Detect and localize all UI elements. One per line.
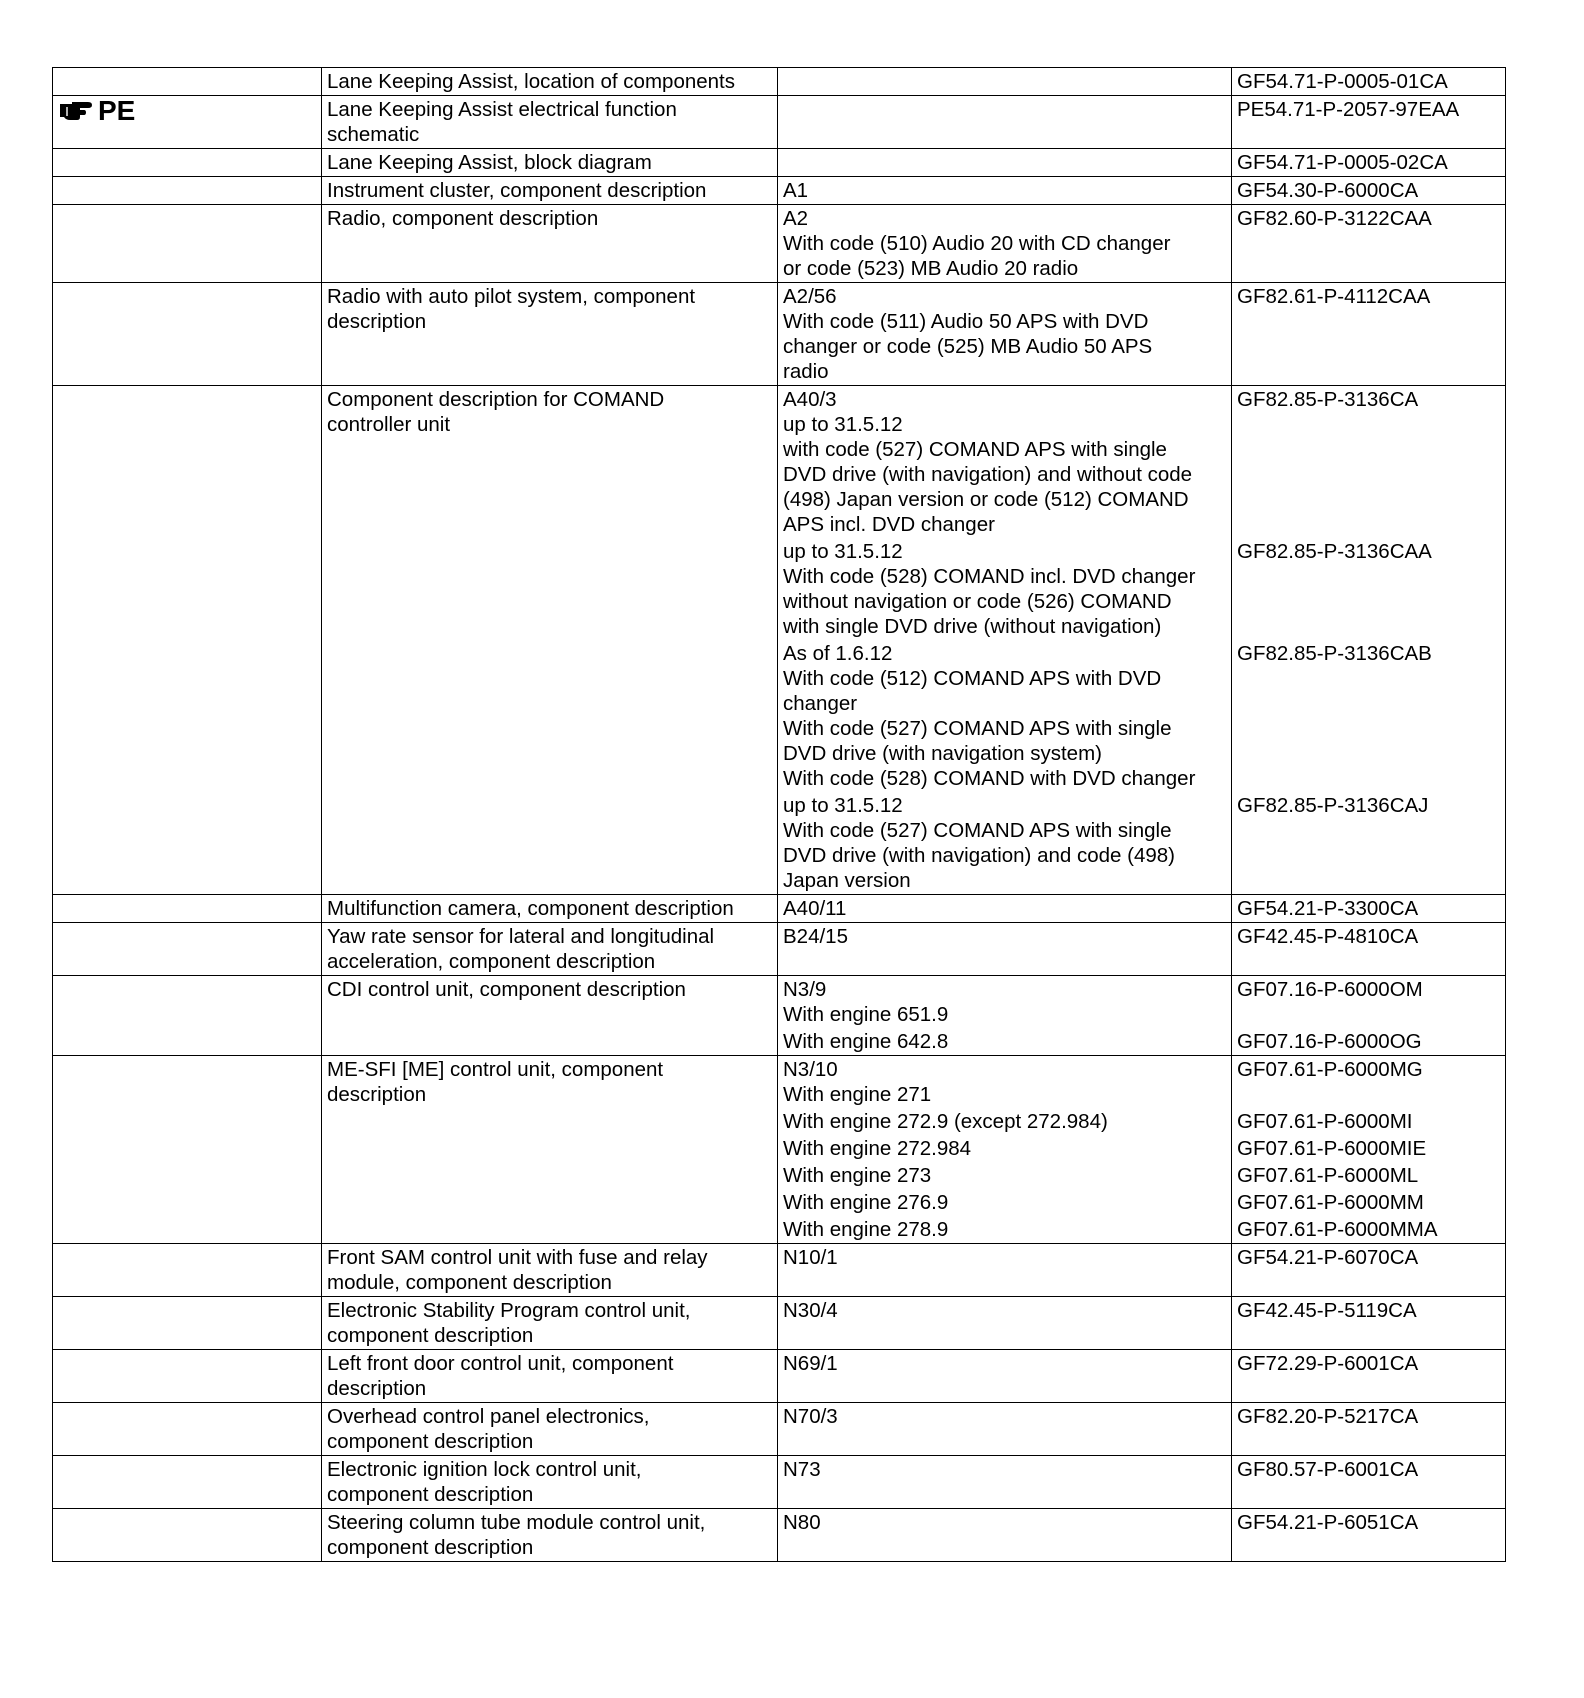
marker-cell (53, 68, 322, 96)
document-reference-link[interactable]: GF80.57-P-6001CA (1232, 1456, 1506, 1509)
document-reference-link[interactable]: GF54.71-P-0005-01CA (1232, 68, 1506, 96)
component-designation: With engine 272.9 (except 272.984) (778, 1108, 1232, 1135)
document-reference-link[interactable]: GF72.29-P-6001CA (1232, 1350, 1506, 1403)
component-designation: With engine 276.9 (778, 1189, 1232, 1216)
component-title: Instrument cluster, component description (322, 177, 778, 205)
component-title: Left front door control unit, component description (322, 1350, 778, 1403)
component-designation: up to 31.5.12 With code (528) COMAND incl. DVD changer without navigation or code (526) COMAND with single DVD drive (without navigation) (778, 538, 1232, 640)
marker-cell (53, 96, 322, 149)
document-reference-link[interactable]: GF07.61-P-6000ML (1232, 1162, 1506, 1189)
component-designation: A40/11 (778, 895, 1232, 923)
component-title: Component description for COMAND controller unit (322, 386, 778, 895)
component-designation: As of 1.6.12 With code (512) COMAND APS with DVD changer With code (527) COMAND APS with single DVD drive (with navigation system) With code (528) COMAND with DVD changer (778, 640, 1232, 792)
marker-cell (53, 1244, 322, 1297)
table-row (53, 283, 1506, 386)
component-designation: N80 (778, 1509, 1232, 1562)
document-reference-link[interactable]: GF07.61-P-6000MIE (1232, 1135, 1506, 1162)
component-designation: With engine 642.8 (778, 1028, 1232, 1056)
component-title: Radio, component description (322, 205, 778, 283)
document-reference-link[interactable]: GF82.61-P-4112CAA (1232, 283, 1506, 386)
document-reference-link[interactable]: GF54.71-P-0005-02CA (1232, 149, 1506, 177)
table-row (53, 923, 1506, 976)
table-row (53, 1297, 1506, 1350)
pe-marker-label: PE (98, 95, 136, 126)
marker-cell (53, 1297, 322, 1350)
component-designation: With engine 278.9 (778, 1216, 1232, 1244)
component-designation: N3/10 With engine 271 (778, 1056, 1232, 1109)
component-title: Electronic Stability Program control unit, component description (322, 1297, 778, 1350)
table-row (53, 1244, 1506, 1297)
component-designation: N69/1 (778, 1350, 1232, 1403)
component-designation (778, 96, 1232, 149)
document-reference-link[interactable]: GF82.20-P-5217CA (1232, 1403, 1506, 1456)
document-reference-link[interactable]: GF07.61-P-6000MMA (1232, 1216, 1506, 1244)
component-designation: N3/9 With engine 651.9 (778, 976, 1232, 1029)
component-designation: N70/3 (778, 1403, 1232, 1456)
component-title: Yaw rate sensor for lateral and longitudinal acceleration, component description (322, 923, 778, 976)
component-title: CDI control unit, component description (322, 976, 778, 1056)
table-row (53, 895, 1506, 923)
marker-cell (53, 205, 322, 283)
table-row (53, 386, 1506, 539)
marker-cell (53, 386, 322, 895)
marker-cell (53, 1456, 322, 1509)
document-reference-link[interactable]: GF82.85-P-3136CAJ (1232, 792, 1506, 895)
component-designation: With engine 272.984 (778, 1135, 1232, 1162)
document-reference-link[interactable]: GF07.16-P-6000OG (1232, 1028, 1506, 1056)
component-designation: N30/4 (778, 1297, 1232, 1350)
document-reference-link[interactable]: GF82.60-P-3122CAA (1232, 205, 1506, 283)
component-title: Steering column tube module control unit, component description (322, 1509, 778, 1562)
document-reference-table-body (53, 68, 1506, 1562)
table-row (53, 96, 1506, 149)
component-designation: B24/15 (778, 923, 1232, 976)
component-designation: A1 (778, 177, 1232, 205)
component-title: Front SAM control unit with fuse and relay module, component description (322, 1244, 778, 1297)
component-title: Multifunction camera, component description (322, 895, 778, 923)
marker-cell (53, 149, 322, 177)
table-row (53, 1056, 1506, 1109)
document-reference-link[interactable]: GF07.61-P-6000MI (1232, 1108, 1506, 1135)
document-reference-link[interactable]: GF82.85-P-3136CAA (1232, 538, 1506, 640)
document-reference-link[interactable]: GF82.85-P-3136CA (1232, 386, 1506, 539)
document-reference-link[interactable]: GF54.30-P-6000CA (1232, 177, 1506, 205)
component-title: Electronic ignition lock control unit, component description (322, 1456, 778, 1509)
component-designation: A40/3 up to 31.5.12 with code (527) COMAND APS with single DVD drive (with navigation) and without code (498) Japan version or code (512) COMAND APS incl. DVD changer (778, 386, 1232, 539)
document-reference-link[interactable]: GF07.16-P-6000OM (1232, 976, 1506, 1029)
marker-cell (53, 1056, 322, 1244)
component-title: Lane Keeping Assist, block diagram (322, 149, 778, 177)
table-row (53, 1403, 1506, 1456)
component-title: Lane Keeping Assist, location of components (322, 68, 778, 96)
document-reference-link[interactable]: GF42.45-P-4810CA (1232, 923, 1506, 976)
marker-cell (53, 283, 322, 386)
document-reference-link[interactable]: PE54.71-P-2057-97EAA (1232, 96, 1506, 149)
document-reference-link[interactable]: GF42.45-P-5119CA (1232, 1297, 1506, 1350)
pointing-hand-icon (58, 100, 94, 122)
table-row (53, 1350, 1506, 1403)
table-row (53, 1509, 1506, 1562)
marker-cell (53, 177, 322, 205)
document-reference-link[interactable]: GF54.21-P-6051CA (1232, 1509, 1506, 1562)
marker-cell (53, 1509, 322, 1562)
component-title: Overhead control panel electronics, component description (322, 1403, 778, 1456)
table-row (53, 976, 1506, 1029)
component-designation: N73 (778, 1456, 1232, 1509)
marker-cell (53, 923, 322, 976)
component-designation (778, 68, 1232, 96)
marker-cell (53, 895, 322, 923)
table-row (53, 68, 1506, 96)
table-row (53, 205, 1506, 283)
table-row (53, 1456, 1506, 1509)
pe-marker[interactable] (58, 97, 135, 125)
document-reference-table (52, 67, 1506, 1562)
component-title: Radio with auto pilot system, component description (322, 283, 778, 386)
document-reference-link[interactable]: GF07.61-P-6000MM (1232, 1189, 1506, 1216)
component-designation: A2/56 With code (511) Audio 50 APS with DVD changer or code (525) MB Audio 50 APS radio (778, 283, 1232, 386)
document-reference-link[interactable]: GF07.61-P-6000MG (1232, 1056, 1506, 1109)
document-reference-link[interactable]: GF54.21-P-3300CA (1232, 895, 1506, 923)
component-designation: A2 With code (510) Audio 20 with CD changer or code (523) MB Audio 20 radio (778, 205, 1232, 283)
document-reference-link[interactable]: GF54.21-P-6070CA (1232, 1244, 1506, 1297)
document-reference-link[interactable]: GF82.85-P-3136CAB (1232, 640, 1506, 792)
marker-cell (53, 976, 322, 1056)
component-title: Lane Keeping Assist electrical function schematic (322, 96, 778, 149)
component-designation: With engine 273 (778, 1162, 1232, 1189)
table-row (53, 149, 1506, 177)
marker-cell (53, 1350, 322, 1403)
component-designation (778, 149, 1232, 177)
marker-cell (53, 1403, 322, 1456)
component-title: ME-SFI [ME] control unit, component description (322, 1056, 778, 1244)
component-designation: N10/1 (778, 1244, 1232, 1297)
table-row (53, 177, 1506, 205)
component-designation: up to 31.5.12 With code (527) COMAND APS with single DVD drive (with navigation) and code (498) Japan version (778, 792, 1232, 895)
